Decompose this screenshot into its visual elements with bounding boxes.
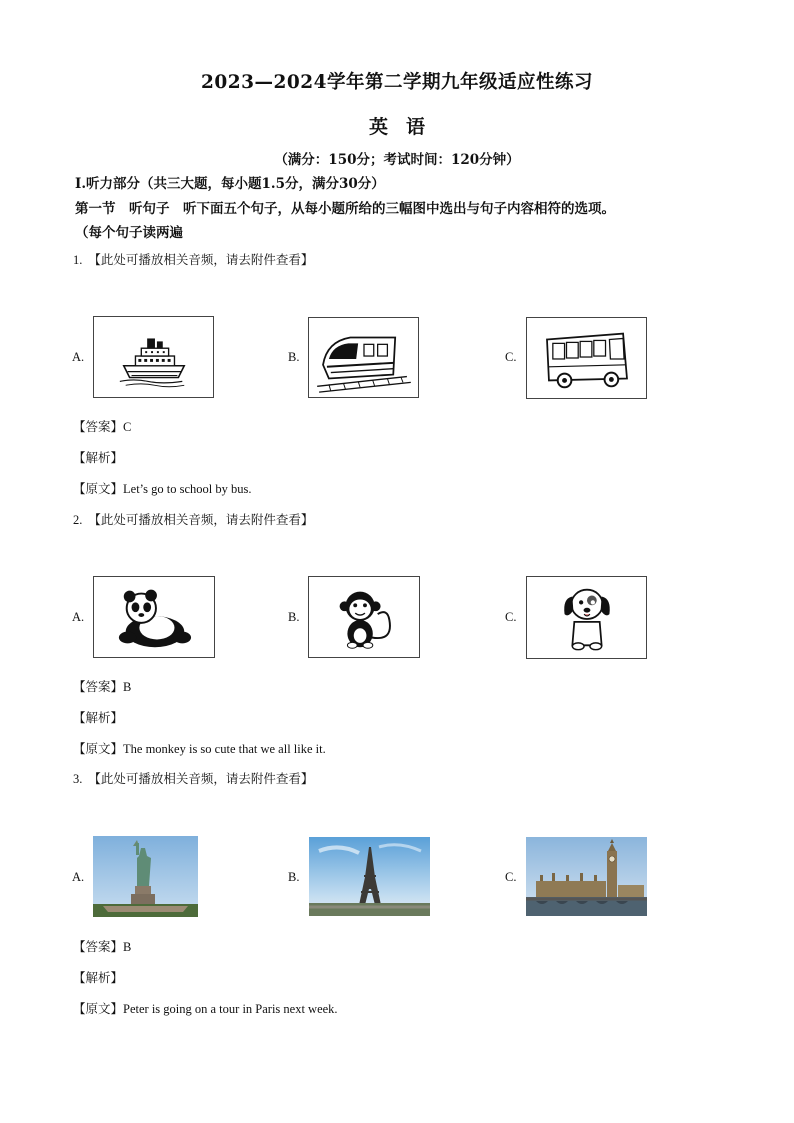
option-a-picture[interactable] xyxy=(93,836,198,917)
option-label: A. xyxy=(72,870,85,884)
answer-line xyxy=(73,677,131,695)
big-ben-photo xyxy=(526,837,647,916)
answer-label: 【答案】 xyxy=(73,679,124,694)
question-number: 2. xyxy=(73,513,83,527)
option-label: A. xyxy=(72,350,85,364)
answer-line xyxy=(73,417,131,435)
question-number: 1. xyxy=(73,253,83,267)
statue-of-liberty-photo xyxy=(93,836,198,917)
dog-icon xyxy=(527,577,646,658)
audio-note[interactable]: 【此处可播放相关音频，请去附件查看】 xyxy=(88,771,314,786)
audio-note[interactable]: 【此处可播放相关音频，请去附件查看】 xyxy=(88,512,314,527)
question-1-audio xyxy=(73,250,313,268)
original-text: The monkey is so cute that we all like it. xyxy=(123,742,326,756)
option-c-picture[interactable] xyxy=(526,837,647,916)
option-b-picture[interactable] xyxy=(308,317,419,398)
answer-label: 【答案】 xyxy=(73,419,124,434)
eiffel-tower-photo xyxy=(309,837,430,916)
option-label: C. xyxy=(505,350,517,364)
option-c-picture[interactable] xyxy=(526,317,647,399)
option-b-picture[interactable] xyxy=(308,576,420,658)
subject-title: 英语 xyxy=(368,116,443,138)
train-icon xyxy=(309,318,418,397)
option-b-picture[interactable] xyxy=(309,837,430,916)
question-number: 3. xyxy=(73,772,83,786)
option-label: A. xyxy=(72,610,85,624)
original-text: Let’s go to school by bus. xyxy=(123,482,252,496)
bus-icon xyxy=(527,318,646,398)
option-label: B. xyxy=(288,870,300,884)
monkey-icon xyxy=(309,577,419,657)
part-heading: Ⅰ.听力部分（共三大题，每小题1.5分，满分30分） xyxy=(75,176,385,192)
answer-line xyxy=(73,937,131,955)
panda-icon xyxy=(94,577,214,657)
section-instruction: 第一节 听句子 听下面五个句子，从每小题所给的三幅图中选出与句子内容相符的选项。 xyxy=(75,201,615,217)
answer-value: B xyxy=(123,940,132,954)
ship-icon xyxy=(94,317,213,397)
question-2-audio xyxy=(73,510,313,528)
score-info: （满分：150分；考试时间：120分钟） xyxy=(274,152,520,168)
question-3-audio xyxy=(73,769,313,787)
original-line xyxy=(73,739,326,757)
answer-value: B xyxy=(123,680,132,694)
section-instruction-cont: （每个句子读两遍 xyxy=(75,225,183,241)
answer-label: 【答案】 xyxy=(73,939,124,954)
option-label: C. xyxy=(505,870,517,884)
original-text: Peter is going on a tour in Paris next week. xyxy=(123,1002,338,1016)
original-label: 【原文】 xyxy=(73,1001,124,1016)
exam-title: 2023—2024学年第二学期九年级适应性练习 xyxy=(201,72,593,93)
option-label: B. xyxy=(288,350,300,364)
analysis-label: 【解析】 xyxy=(73,970,124,985)
audio-note[interactable]: 【此处可播放相关音频，请去附件查看】 xyxy=(88,252,314,267)
option-a-picture[interactable] xyxy=(93,576,215,658)
answer-value: C xyxy=(123,420,132,434)
original-label: 【原文】 xyxy=(73,741,124,756)
option-label: C. xyxy=(505,610,517,624)
option-a-picture[interactable] xyxy=(93,316,214,398)
original-line xyxy=(73,999,338,1017)
analysis-label: 【解析】 xyxy=(73,710,124,725)
option-c-picture[interactable] xyxy=(526,576,647,659)
analysis-label: 【解析】 xyxy=(73,450,124,465)
original-label: 【原文】 xyxy=(73,481,124,496)
original-line xyxy=(73,479,251,497)
option-label: B. xyxy=(288,610,300,624)
